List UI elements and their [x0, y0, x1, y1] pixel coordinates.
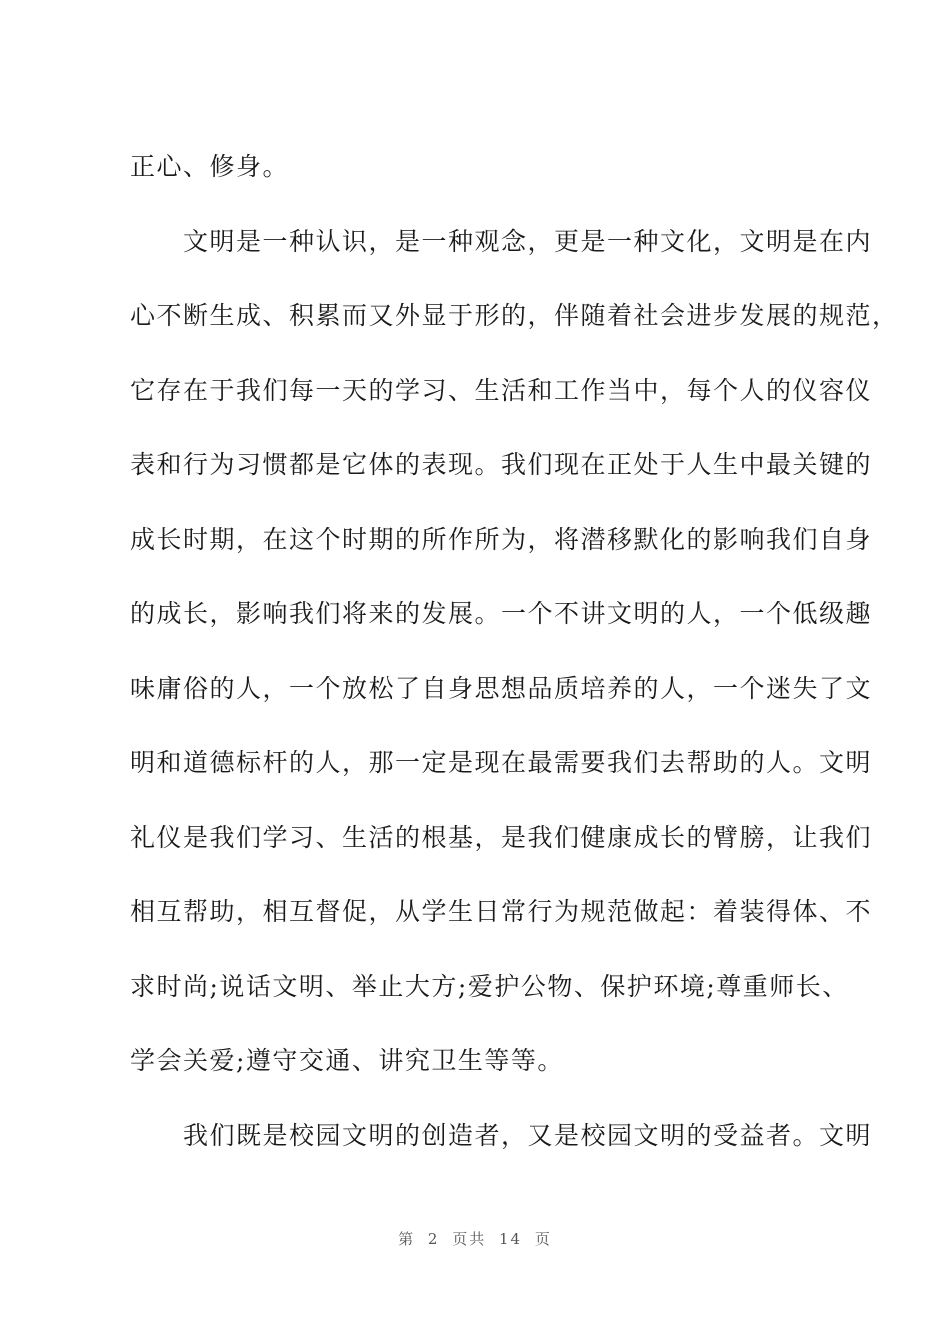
page-footer: 第 2 页共 14 页	[398, 1230, 552, 1248]
text-line: 表和行为习惯都是它体的表现。我们现在正处于人生中最关键的	[130, 450, 873, 479]
text-line: 学会关爱;遵守交通、讲究卫生等等。	[130, 1046, 564, 1075]
text-line: 味庸俗的人，一个放松了自身思想品质培养的人，一个迷失了文	[130, 673, 873, 703]
text-line: 文明是一种认识，是一种观念，更是一种文化，文明是在内	[130, 226, 873, 256]
text-line: 相互帮助，相互督促，从学生日常行为规范做起：着装得体、不	[130, 897, 873, 926]
text-line: 它存在于我们每一天的学习、生活和工作当中，每个人的仪容仪	[130, 375, 873, 405]
text-line: 心不断生成、积累而又外显于形的，伴随着社会进步发展的规范，	[130, 301, 899, 330]
text-line: 我们既是校园文明的创造者，又是校园文明的受益者。文明	[130, 1120, 873, 1150]
text-line: 的成长，影响我们将来的发展。一个不讲文明的人，一个低级趣	[130, 599, 873, 628]
text-line: 礼仪是我们学习、生活的根基，是我们健康成长的臂膀，让我们	[130, 822, 873, 852]
text-line: 正心、修身。	[130, 152, 290, 181]
text-line: 成长时期，在这个时期的所作所为，将潜移默化的影响我们自身	[130, 524, 873, 554]
text-line: 明和道德标杆的人，那一定是现在最需要我们去帮助的人。文明	[130, 748, 873, 777]
body-text	[130, 146, 899, 1189]
text-line: 求时尚;说话文明、举止大方;爱护公物、保护环境;尊重师长、	[130, 971, 849, 1001]
